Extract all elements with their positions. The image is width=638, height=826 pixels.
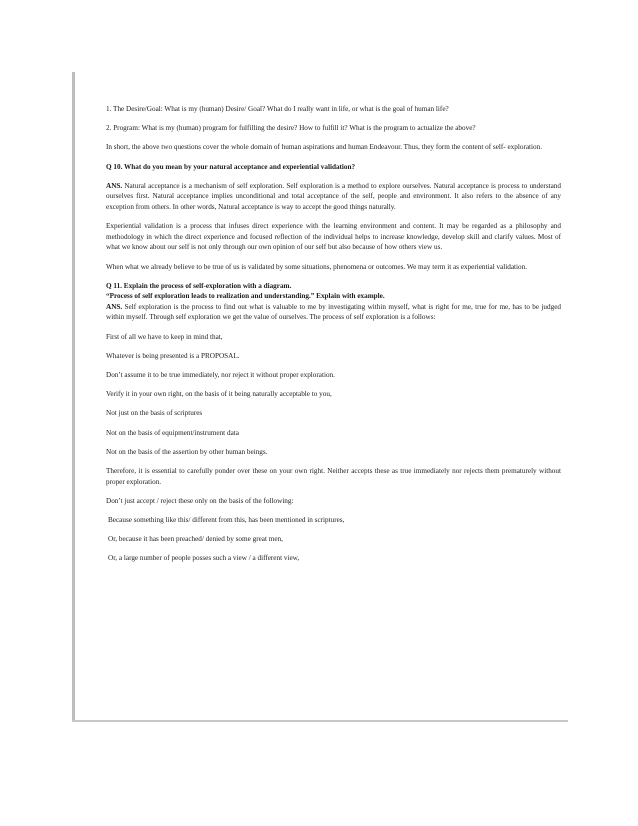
paragraph-proposal: Whatever is being presented is a PROPOSAL. (106, 351, 240, 360)
paragraph-dont-just-accept: Don’t just accept / reject these only on the basis of the following: (106, 496, 294, 505)
answer-11-paragraph (106, 302, 561, 323)
paragraph-desire-goal: 1. The Desire/Goal: What is my (human) Desire/ Goal? What do I really want in life, or what is the goal of human life? (106, 105, 449, 113)
answer-10-paragraph (106, 181, 561, 213)
paragraph-dont-assume: Don’t assume it to be true immediately, nor reject it without proper exploration. (106, 371, 335, 380)
paragraph-first-of-all: First of all we have to keep in mind that, (106, 332, 223, 341)
paragraph-because-scriptures: Because something like this/ different from this, has been mentioned in scriptures, (108, 515, 345, 524)
answer-11-text: Self exploration is the process to find out what is valuable to me by investigating within myself, what is right for me, true for me, has to be judged within myself. Through self exploration we get the value of ourselves. The process of self exploration is a follows: (106, 302, 561, 322)
paragraph-not-scriptures: Not just on the basis of scriptures (106, 409, 203, 418)
paragraph-not-assertion: Not on the basis of the assertion by other human beings. (106, 447, 268, 456)
question-11-heading: Q 11. Explain the process of self-exploration with a diagram. (106, 281, 292, 290)
answer-label: ANS. (106, 181, 123, 190)
paragraph-not-equipment: Not on the basis of equipment/instrument data (106, 428, 239, 437)
page-bottom-border (72, 720, 568, 722)
paragraph-therefore: Therefore, it is essential to carefully ponder over these on your own right. Neither accepts these as true immediately nor rejects them prematurely without proper exploration. (106, 466, 561, 486)
answer-label: ANS. (106, 302, 123, 311)
page-left-border (72, 72, 75, 722)
question-10-heading: Q 10. What do you mean by your natural acceptance and experiential validation? (106, 162, 356, 171)
paragraph-in-short: In short, the above two questions cover the whole domain of human aspirations and human Endeavour. Thus, they form the content of self- exploration. (106, 143, 543, 152)
document-body (106, 104, 561, 573)
paragraph-experiential-validation: Experiential validation is a process that infuses direct experience with the learning environment and content. It may be regarded as a philosophy and methodology in which the direct experience and focused reflection of the individual helps to increase knowledge, develop skill and clarify values. Most of what we know about our self is not only through our own opinion of our self but also because of how others view us. (106, 222, 561, 252)
paragraph-or-large-number: Or, a large number of people posses such a view / a different view, (108, 554, 300, 563)
paragraph-verify: Verify it in your own right, on the basis of it being naturally acceptable to you, (106, 390, 332, 399)
question-11-subheading: “Process of self exploration leads to realization and understanding.” Explain with example. (106, 292, 385, 301)
paragraph-program: 2. Program: What is my (human) program for fulfilling the desire? How to fulfill it? What is the program to actualize the above? (106, 124, 476, 133)
paragraph-when: When what we already believe to be true of us is validated by some situations, phenomena or outcomes. We may term it as experiential validation. (106, 262, 528, 271)
paragraph-or-great-men: Or, because it has been preached/ denied by some great men, (108, 535, 283, 544)
answer-10-text: Natural acceptance is a mechanism of self exploration. Self exploration is a method to explore ourselves. Natural acceptance is process to understand ourselves first. Natural acceptance implies unconditional and total acceptance of the self, people and environment. It also refers to the absence of any exception from others. In other words, Natural acceptance is way to accept the good things naturally. (106, 181, 561, 211)
